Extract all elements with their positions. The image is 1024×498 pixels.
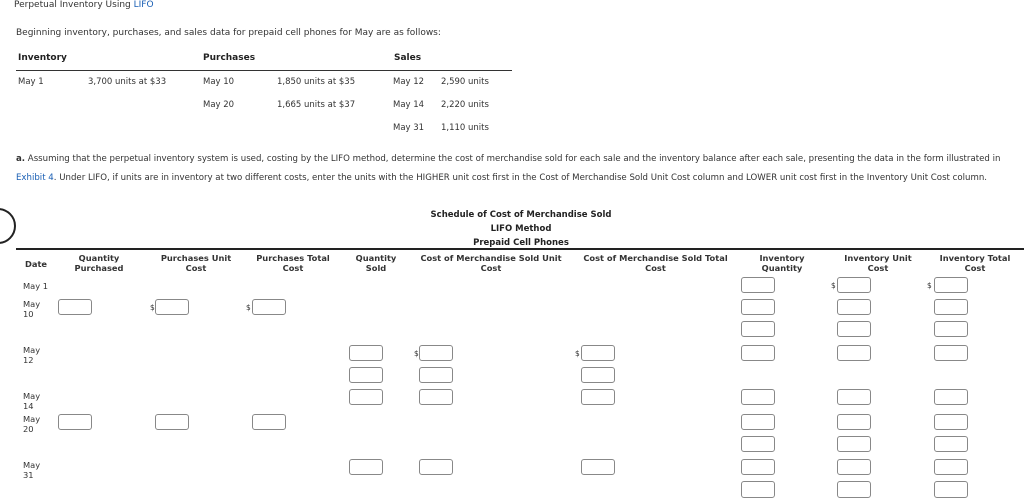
purchases-unit-cost-input[interactable] xyxy=(155,414,189,430)
date-may-10-month: May xyxy=(23,299,41,309)
inventory-quantity-input[interactable] xyxy=(741,277,775,293)
quantity-purchased-input[interactable] xyxy=(58,299,92,315)
col-cms-total-cost-line2: Cost xyxy=(645,263,666,273)
cms-total-cost-input[interactable] xyxy=(581,345,615,361)
currency-symbol: $ xyxy=(831,281,836,290)
date-may-20-month: May xyxy=(23,414,41,424)
inventory-unit-cost-input[interactable] xyxy=(837,436,871,452)
col-purchases-total-cost-line1: Purchases Total xyxy=(256,253,330,263)
inventory-total-cost-input[interactable] xyxy=(934,345,968,361)
inventory-quantity-input[interactable] xyxy=(741,321,775,337)
sale-date: May 31 xyxy=(393,123,425,133)
inventory-unit-cost-input[interactable] xyxy=(837,345,871,361)
purchase-date: May 20 xyxy=(203,100,235,110)
date-may-14 xyxy=(23,391,40,411)
question-text xyxy=(16,150,1020,187)
inventory-unit-cost-input[interactable] xyxy=(837,481,871,498)
inventory-unit-cost-input[interactable] xyxy=(837,414,871,430)
col-inventory-quantity-line1: Inventory xyxy=(759,253,805,263)
inventory-unit-cost-input[interactable] xyxy=(837,459,871,475)
date-may-31-day: 31 xyxy=(23,470,34,480)
col-inventory-quantity xyxy=(742,253,822,273)
col-qty-purchased-line2: Purchased xyxy=(74,263,124,273)
inventory-unit-cost-input[interactable] xyxy=(837,299,871,315)
purchase-detail: 1,850 units at $35 xyxy=(277,77,356,87)
inventory-total-cost-input[interactable] xyxy=(934,321,968,337)
col-inventory-quantity-line2: Quantity xyxy=(761,263,803,273)
schedule-item: Prepaid Cell Phones xyxy=(473,238,569,248)
sale-date: May 12 xyxy=(393,77,425,87)
sale-date: May 14 xyxy=(393,100,425,110)
question-text-2: . Under LIFO, if units are in inventory at two different costs, enter the units with the HIGHER unit cost first in the Cost of Merchandise Sold Unit Cost column and LOWER unit cost first in the Inventory Unit Cost column. xyxy=(53,172,988,183)
col-purchases-unit-cost-line1: Purchases Unit xyxy=(160,253,232,263)
quantity-sold-input[interactable] xyxy=(349,459,383,475)
currency-symbol: $ xyxy=(150,303,155,312)
date-may-31-month: May xyxy=(23,460,41,470)
col-inventory-total-cost-line2: Cost xyxy=(964,263,986,273)
purchases-unit-cost-input[interactable] xyxy=(155,299,189,315)
inventory-quantity-input[interactable] xyxy=(741,345,775,361)
col-qty-sold xyxy=(346,253,406,273)
date-may-31 xyxy=(23,460,40,480)
col-cms-total-cost-line1: Cost of Merchandise Sold Total xyxy=(583,253,728,263)
purchases-total-cost-input[interactable] xyxy=(252,299,286,315)
currency-symbol: $ xyxy=(414,349,419,358)
col-purchases-total-cost xyxy=(248,253,338,273)
cms-total-cost-input[interactable] xyxy=(581,367,615,383)
cms-total-cost-input[interactable] xyxy=(581,389,615,405)
inventory-total-cost-input[interactable] xyxy=(934,277,968,293)
col-purchases-unit-cost-line2: Cost xyxy=(185,263,207,273)
quantity-sold-input[interactable] xyxy=(349,345,383,361)
col-cms-unit-cost-line2: Cost xyxy=(480,263,502,273)
date-may-12 xyxy=(23,345,40,365)
col-cms-unit-cost xyxy=(415,253,567,273)
cms-total-cost-input[interactable] xyxy=(581,459,615,475)
col-qty-purchased xyxy=(64,253,134,273)
cms-unit-cost-input[interactable] xyxy=(419,459,453,475)
inventory-total-cost-input[interactable] xyxy=(934,436,968,452)
currency-symbol: $ xyxy=(575,349,580,358)
inventory-quantity-input[interactable] xyxy=(741,459,775,475)
col-inventory-unit-cost-line2: Cost xyxy=(867,263,889,273)
inventory-unit-cost-input[interactable] xyxy=(837,321,871,337)
header-inventory: Inventory xyxy=(18,53,67,63)
intro-text: Beginning inventory, purchases, and sales data for prepaid cell phones for May are as follows: xyxy=(16,28,441,38)
inventory-unit-cost-input[interactable] xyxy=(837,389,871,405)
date-may-10-day: 10 xyxy=(23,309,34,319)
inventory-quantity-input[interactable] xyxy=(741,414,775,430)
date-may-20 xyxy=(23,414,40,434)
quantity-sold-input[interactable] xyxy=(349,389,383,405)
col-date: Date xyxy=(24,259,48,269)
date-may-14-day: 14 xyxy=(23,401,34,411)
inventory-quantity-input[interactable] xyxy=(741,389,775,405)
schedule-method: LIFO Method xyxy=(490,224,552,234)
step-indicator-circle xyxy=(0,208,16,244)
sale-detail: 2,590 units xyxy=(441,77,489,87)
inventory-quantity-input[interactable] xyxy=(741,436,775,452)
col-inventory-unit-cost-line1: Inventory Unit xyxy=(844,253,912,263)
col-cms-total-cost xyxy=(578,253,733,273)
inventory-date: May 1 xyxy=(18,77,44,87)
date-may-12-month: May xyxy=(23,345,41,355)
header-sales: Sales xyxy=(394,53,422,63)
page-title xyxy=(14,0,154,10)
date-may-1: May 1 xyxy=(23,281,49,291)
quantity-purchased-input[interactable] xyxy=(58,414,92,430)
inventory-quantity-input[interactable] xyxy=(741,299,775,315)
purchases-total-cost-input[interactable] xyxy=(252,414,286,430)
inventory-total-cost-input[interactable] xyxy=(934,299,968,315)
inventory-detail: 3,700 units at $33 xyxy=(88,77,167,87)
quantity-sold-input[interactable] xyxy=(349,367,383,383)
sale-detail: 1,110 units xyxy=(441,123,489,133)
date-may-12-day: 12 xyxy=(23,355,34,365)
inventory-total-cost-input[interactable] xyxy=(934,389,968,405)
lifo-link[interactable]: LIFO xyxy=(133,0,154,10)
inventory-unit-cost-input[interactable] xyxy=(837,277,871,293)
cms-unit-cost-input[interactable] xyxy=(419,367,453,383)
col-cms-unit-cost-line1: Cost of Merchandise Sold Unit xyxy=(420,253,562,263)
col-qty-purchased-line1: Quantity xyxy=(78,253,120,263)
schedule-title: Schedule of Cost of Merchandise Sold xyxy=(430,210,612,220)
exhibit-link[interactable]: Exhibit 4 xyxy=(16,172,54,183)
currency-symbol: $ xyxy=(246,303,251,312)
col-qty-sold-line1: Quantity xyxy=(355,253,397,263)
col-purchases-total-cost-line2: Cost xyxy=(282,263,304,273)
col-inventory-total-cost xyxy=(930,253,1020,273)
sale-detail: 2,220 units xyxy=(441,100,489,110)
inventory-total-cost-input[interactable] xyxy=(934,481,968,498)
header-rule xyxy=(16,70,512,71)
cms-unit-cost-input[interactable] xyxy=(419,345,453,361)
purchase-date: May 10 xyxy=(203,77,235,87)
page-title-prefix: Perpetual Inventory Using xyxy=(14,0,134,10)
purchase-detail: 1,665 units at $37 xyxy=(277,100,356,110)
inventory-quantity-input[interactable] xyxy=(741,481,775,498)
question-text-1: Assuming that the perpetual inventory system is used, costing by the LIFO method, determine the cost of merchandise sold for each sale and the inventory balance after each sale, presenting the data in the form illustrated in xyxy=(25,154,1001,164)
schedule-rule xyxy=(16,248,1024,250)
date-may-20-day: 20 xyxy=(23,424,34,434)
inventory-total-cost-input[interactable] xyxy=(934,459,968,475)
header-purchases: Purchases xyxy=(203,53,256,63)
col-inventory-unit-cost xyxy=(833,253,923,273)
col-inventory-total-cost-line1: Inventory Total xyxy=(939,253,1011,263)
inventory-total-cost-input[interactable] xyxy=(934,414,968,430)
cms-unit-cost-input[interactable] xyxy=(419,389,453,405)
date-may-14-month: May xyxy=(23,391,41,401)
col-qty-sold-line2: Sold xyxy=(365,263,387,273)
currency-symbol: $ xyxy=(927,281,932,290)
date-may-10 xyxy=(23,299,40,319)
col-purchases-unit-cost xyxy=(151,253,241,273)
part-label: a. xyxy=(16,154,26,164)
